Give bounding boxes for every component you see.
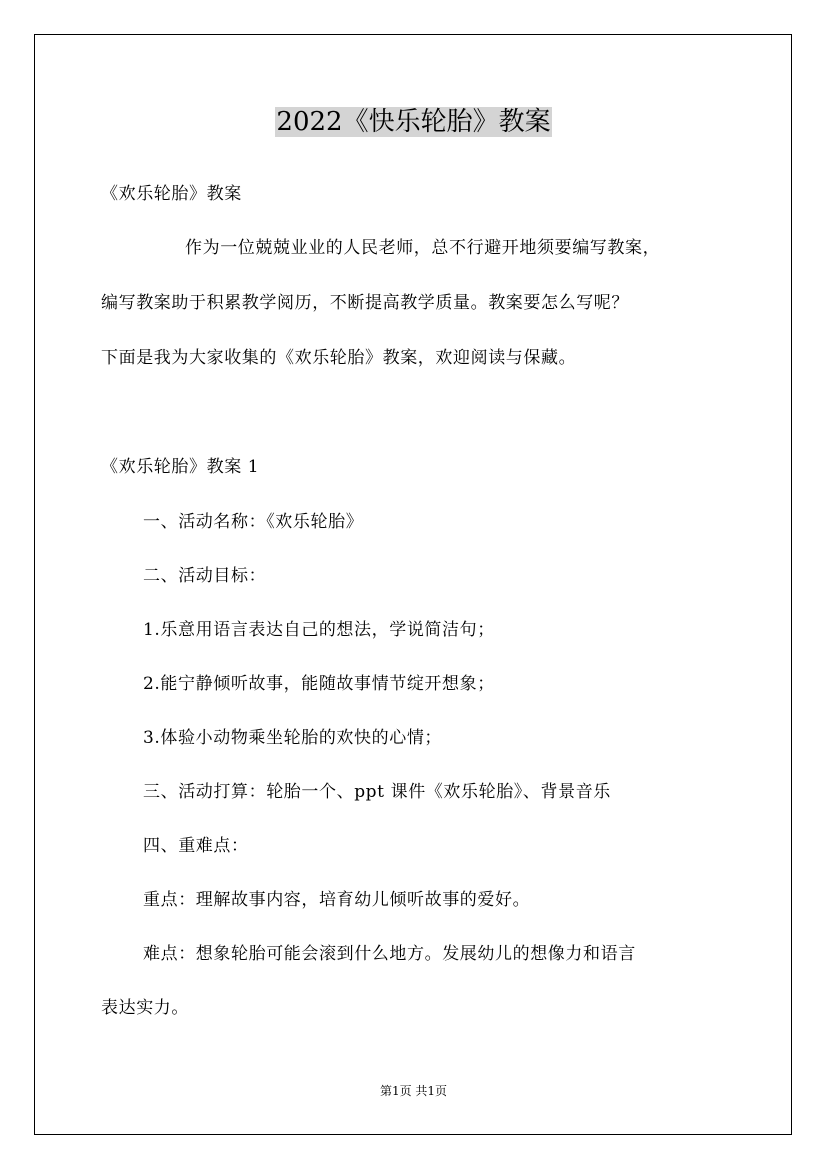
document-title [0, 104, 827, 140]
difficult-point-line-2: 表达实力。 [101, 998, 189, 1018]
difficult-point-line-1: 难点：想象轮胎可能会滚到什么地方。发展幼儿的想像力和语言 [143, 944, 636, 964]
goal-item-1: 1.乐意用语言表达自己的想法，学说简洁句； [143, 620, 495, 640]
key-points-heading: 四、重难点： [143, 836, 249, 856]
page-footer: 第1页 共1页 [379, 1084, 448, 1098]
activity-preparation: 三、活动打算：轮胎一个、ppt 课件《欢乐轮胎》、背景音乐 [143, 782, 611, 802]
section-heading: 《欢乐轮胎》教案 1 [101, 457, 260, 477]
intro-paragraph-line-1: 作为一位兢兢业业的人民老师，总不行避开地须要编写教案， [185, 238, 661, 258]
key-point: 重点：理解故事内容，培育幼儿倾听故事的爱好。 [143, 890, 531, 910]
activity-name: 一、活动名称：《欢乐轮胎》 [143, 512, 364, 532]
document-subtitle: 《欢乐轮胎》教案 [101, 184, 242, 204]
document-title-text: 2022《快乐轮胎》教案 [276, 107, 551, 137]
goal-item-3: 3.体验小动物乘坐轮胎的欢快的心情； [143, 728, 443, 748]
activity-goals-heading: 二、活动目标： [143, 566, 267, 586]
intro-paragraph-line-3: 下面是我为大家收集的《欢乐轮胎》教案，欢迎阅读与保藏。 [101, 348, 577, 368]
goal-item-2: 2.能宁静倾听故事，能随故事情节绽开想象； [143, 674, 495, 694]
intro-paragraph-line-2: 编写教案助于积累教学阅历，不断提高教学质量。教案要怎么写呢？ [101, 293, 629, 313]
